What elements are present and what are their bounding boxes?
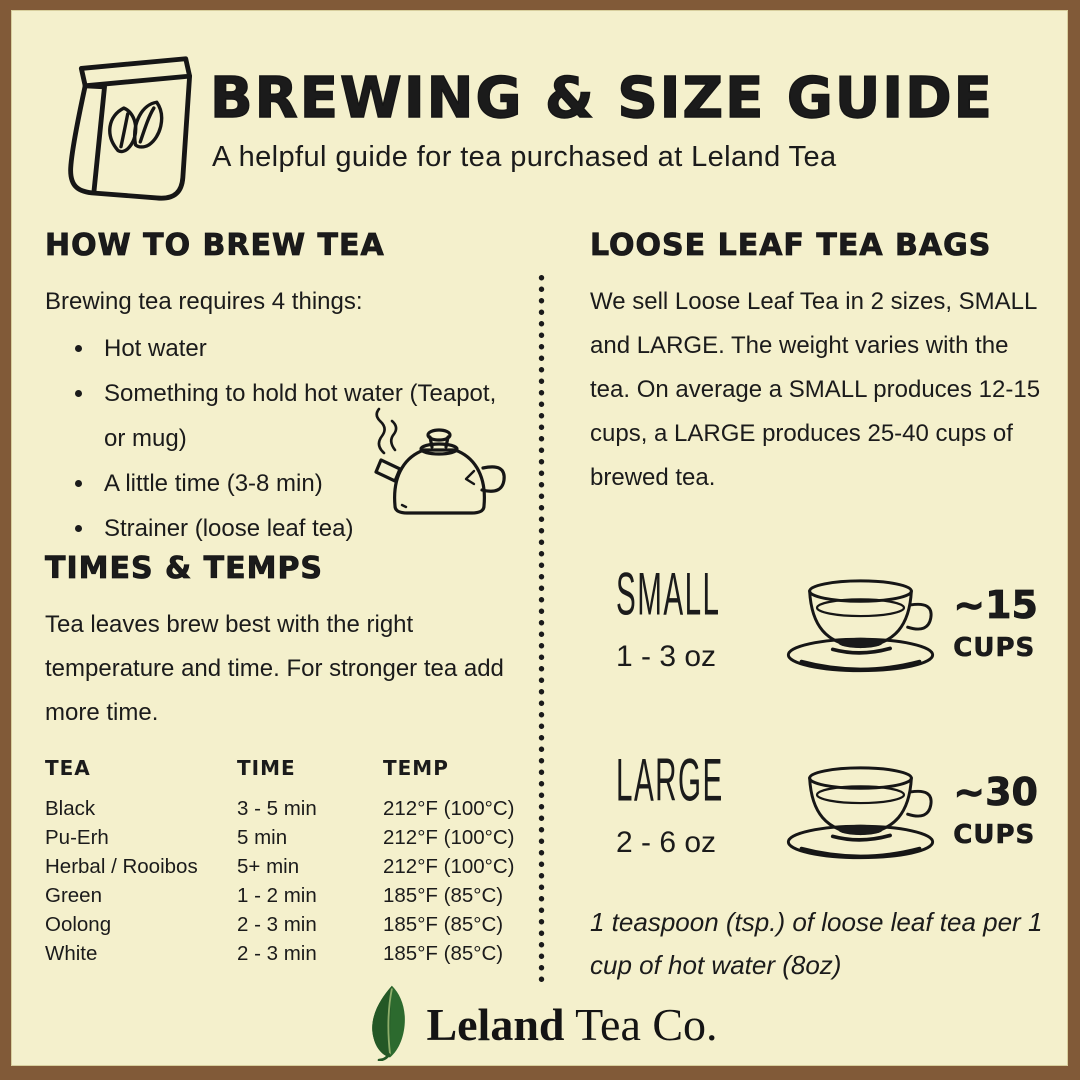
size-large-weight: 2 - 6 oz	[616, 826, 717, 859]
table-cell: Green	[45, 884, 102, 907]
table-cell: 1 - 2 min	[237, 884, 317, 907]
table-cell: 212°F (100°C)	[383, 826, 515, 849]
teaspoon-note: 1 teaspoon (tsp.) of loose leaf tea per 1 cup of hot water (8oz)	[590, 907, 1043, 980]
list-item: • Something to hold hot water (Teapot, or mug)	[96, 371, 516, 461]
dotted-divider	[538, 272, 545, 988]
page-title: BREWING & SIZE GUIDE	[210, 66, 994, 131]
size-small-name: SMALL	[616, 561, 721, 628]
brand-footer	[0, 982, 1080, 1066]
table-cell: 3 - 5 min	[237, 797, 317, 820]
size-small-labels	[590, 561, 766, 674]
teacup-icon	[768, 562, 953, 684]
table-cell: Oolong	[45, 913, 112, 936]
size-large-labels	[590, 747, 766, 860]
size-small-cups	[953, 583, 1040, 663]
table-cell: 2 - 3 min	[237, 913, 317, 936]
brand-name-bold: Leland	[426, 998, 565, 1050]
list-item: • Strainer (loose leaf tea)	[96, 506, 516, 551]
size-large-cups	[953, 770, 1040, 850]
size-small-weight: 1 - 3 oz	[616, 639, 717, 673]
table-cell: Pu-Erh	[45, 826, 109, 849]
table-cell: 5+ min	[237, 855, 300, 878]
table-cell: Herbal / Rooibos	[45, 855, 198, 878]
table-cell: 185°F (85°C)	[383, 913, 504, 936]
how-to-brew-heading: HOW TO BREW TEA	[45, 228, 385, 263]
table-cell: 185°F (85°C)	[383, 942, 504, 965]
brew-intro-text: Brewing tea requires 4 things:	[45, 288, 363, 315]
list-item: • A little time (3-8 min)	[96, 461, 516, 506]
size-row-large	[590, 742, 1040, 877]
loose-leaf-intro-text: We sell Loose Leaf Tea in 2 sizes, SMALL and LARGE. The weight varies with the tea. On average a SMALL produces 12-15 cups, a LARGE produces 25-40 cups of brewed tea.	[590, 288, 1041, 491]
size-large-name: LARGE	[616, 747, 724, 814]
table-cell: 212°F (100°C)	[383, 797, 515, 820]
times-temps-heading: TIMES & TEMPS	[45, 551, 324, 586]
tea-bag-icon	[62, 44, 207, 204]
teacup-icon	[768, 749, 953, 871]
cups-value: ~15	[953, 583, 1038, 627]
brew-times-table	[45, 756, 520, 968]
cups-label: CUPS	[953, 633, 1036, 663]
brand-name-rest: Tea Co.	[564, 998, 718, 1050]
table-cell: White	[45, 942, 98, 965]
page-subtitle: A helpful guide for tea purchased at Leland Tea	[212, 141, 837, 173]
list-item: • Hot water	[96, 326, 516, 371]
table-cell: 5 min	[237, 826, 288, 849]
table-header-tea: TEA	[45, 756, 91, 780]
kettle-icon	[362, 405, 517, 520]
table-header-temp: TEMP	[383, 756, 449, 780]
size-row-small	[590, 558, 1040, 688]
table-cell: 212°F (100°C)	[383, 855, 515, 878]
table-cell: 2 - 3 min	[237, 942, 317, 965]
cups-value: ~30	[953, 769, 1038, 814]
table-header-time: TIME	[237, 756, 296, 780]
leaf-logo-icon	[362, 983, 420, 1061]
table-cell: Black	[45, 797, 96, 820]
table-cell: 185°F (85°C)	[383, 884, 504, 907]
times-intro-text: Tea leaves brew best with the right temperature and time. For stronger tea add more time.	[45, 611, 504, 726]
cups-label: CUPS	[953, 819, 1036, 850]
loose-leaf-heading: LOOSE LEAF TEA BAGS	[590, 228, 992, 263]
brand-name	[426, 998, 717, 1051]
